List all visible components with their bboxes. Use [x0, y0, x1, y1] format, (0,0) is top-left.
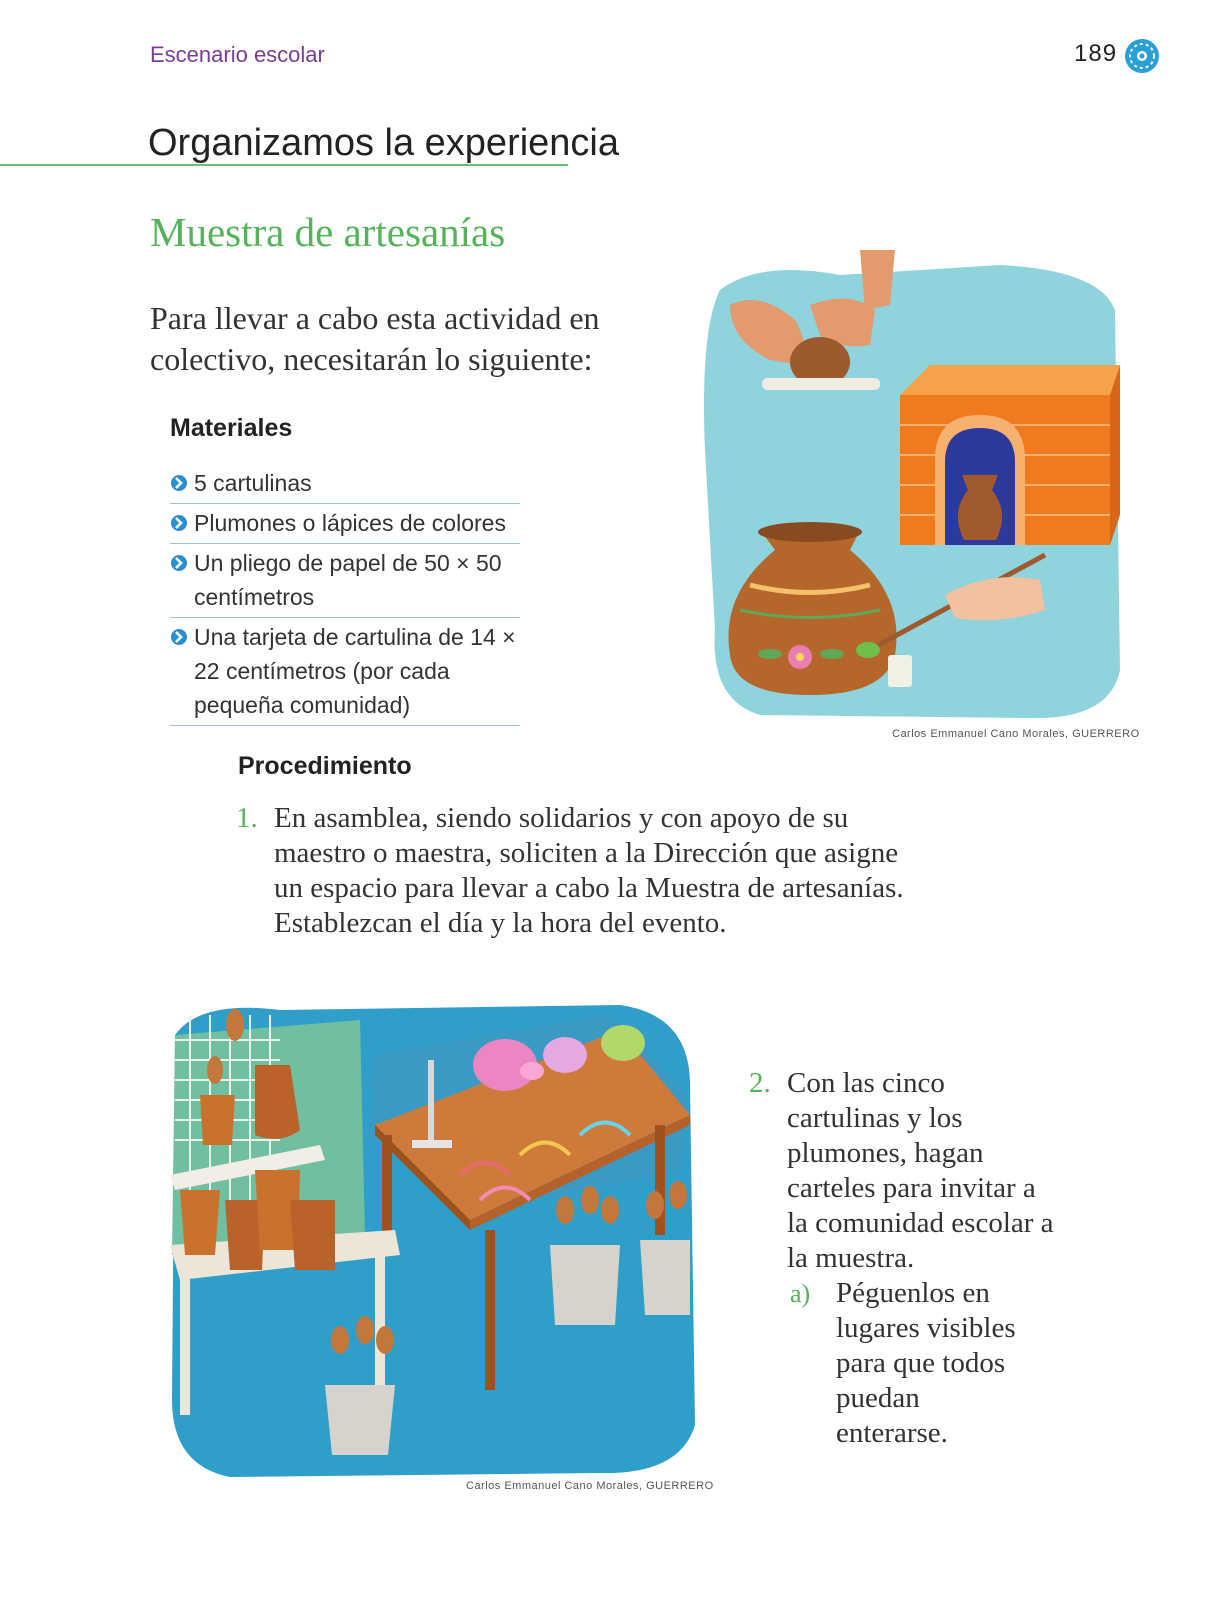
list-item [170, 464, 520, 504]
header-escenario: Escenario escolar [150, 42, 325, 67]
flower-badge-icon [1124, 38, 1160, 74]
chevron-right-icon [170, 466, 194, 500]
intro-paragraph: Para llevar a cabo esta actividad en colectivo, necesitarán lo siguiente: [150, 300, 600, 377]
illustration-credit-bottom: Carlos Emmanuel Cano Morales, GUERRERO [466, 1480, 714, 1492]
substep-text: Péguenlos en lugares visibles para que todos puedan enterarse. [836, 1277, 1016, 1449]
artesanias-display-illustration [160, 995, 698, 1480]
step-text: En asamblea, siendo solidarios y con apoyo de su maestro o maestra, soliciten a la Dirección que asigne un espacio para llevar a cabo la Muestra de artesanías. Establezcan el día y la hora del evento. [274, 802, 904, 939]
step-2a [790, 1276, 1036, 1451]
materiales-list [170, 464, 520, 726]
page-number: 189 [1074, 40, 1118, 67]
section-title: Organizamos la experiencia [148, 122, 620, 164]
list-item [170, 544, 520, 618]
pottery-illustration [700, 250, 1125, 725]
chevron-right-icon [170, 620, 194, 654]
materiales-item-text: Un pliego de papel de 50 × 50 centímetros [194, 550, 502, 610]
chevron-right-icon [170, 546, 194, 580]
step-number: 1. [236, 802, 258, 834]
substep-letter: a) [790, 1279, 811, 1308]
subtitle: Muestra de artesanías [150, 209, 506, 255]
chevron-right-icon [170, 506, 194, 540]
step-text: Con las cinco cartulinas y los plumones, hagan carteles para invitar a la comunidad escolar a la muestra. [787, 1067, 1054, 1274]
materiales-item-text: Una tarjeta de cartulina de 14 × 22 centímetros (por cada pequeña comunidad) [194, 624, 516, 718]
section-rule [0, 164, 568, 166]
materiales-heading: Materiales [170, 414, 293, 442]
illustration-credit-top: Carlos Emmanuel Cano Morales, GUERRERO [892, 728, 1140, 740]
procedimiento-heading: Procedimiento [238, 752, 412, 780]
list-item [170, 618, 520, 726]
materiales-item-text: 5 cartulinas [194, 470, 312, 496]
step-1 [236, 801, 934, 941]
list-item [170, 504, 520, 544]
step-number: 2. [749, 1067, 771, 1099]
materiales-item-text: Plumones o lápices de colores [194, 510, 506, 536]
step-2 [749, 1066, 1062, 1276]
